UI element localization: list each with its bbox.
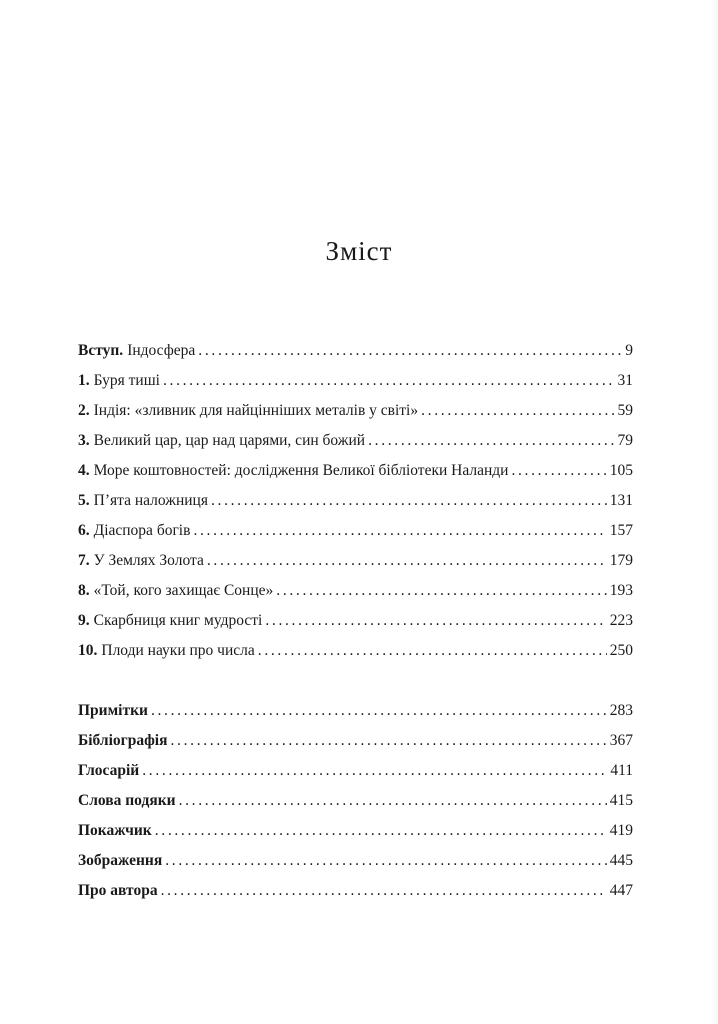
entry-title: Плоди науки про числа (101, 642, 255, 659)
entry-number: 10. (78, 642, 98, 659)
toc-entry (78, 639, 633, 669)
dot-leader (211, 489, 607, 513)
toc-entry (78, 519, 633, 549)
toc-entry (78, 459, 633, 489)
toc-entry (78, 399, 633, 429)
toc-entry (78, 369, 633, 399)
dot-leader (165, 849, 607, 873)
entry-title: «Той, кого захищає Сонце» (93, 582, 274, 599)
entry-page: 283 (609, 702, 633, 719)
entry-title: Примітки (78, 702, 148, 719)
entry-title: Великий цар, цар над царями, син божий (93, 432, 366, 449)
entry-page: 250 (609, 642, 633, 659)
toc-main-list (78, 339, 633, 669)
entry-title: Море коштовностей: дослідження Великої бібліотеки Наланди (93, 462, 509, 479)
dot-leader (368, 429, 614, 453)
entry-page: 193 (609, 582, 633, 599)
toc-entry (78, 429, 633, 459)
entry-title: П’ята наложниця (93, 492, 208, 509)
entry-page: 447 (609, 882, 633, 899)
entry-page: 79 (617, 432, 633, 449)
dot-leader (161, 879, 607, 903)
entry-page: 411 (610, 762, 633, 779)
entry-page: 223 (609, 612, 633, 629)
toc-entry (78, 699, 633, 729)
dot-leader (276, 579, 606, 603)
dot-leader (179, 789, 607, 813)
entry-title: Буря тиші (93, 372, 160, 389)
entry-title: Діаспора богів (93, 522, 191, 539)
dot-leader (265, 609, 606, 633)
entry-title: Бібліографія (78, 732, 168, 749)
toc-entry (78, 789, 633, 819)
toc-entry (78, 849, 633, 879)
dot-leader (258, 639, 607, 663)
entry-title: Слова подяки (78, 792, 176, 809)
entry-number: Вступ. (78, 342, 124, 359)
entry-number: 4. (78, 462, 90, 479)
dot-leader (163, 369, 615, 393)
entry-page: 9 (625, 342, 633, 359)
entry-title: Глосарій (78, 762, 140, 779)
entry-number: 3. (78, 432, 90, 449)
entry-title: Зображення (78, 852, 163, 869)
entry-title: Індосфера (127, 342, 196, 359)
entry-number: 6. (78, 522, 90, 539)
entry-number: 2. (78, 402, 90, 419)
toc-entry (78, 489, 633, 519)
toc-entry (78, 729, 633, 759)
entry-page: 31 (617, 372, 633, 389)
page-edge-shadow (712, 0, 718, 1024)
entry-title: Покажчик (78, 822, 152, 839)
toc-entry (78, 609, 633, 639)
entry-page: 419 (609, 822, 633, 839)
toc-entry (78, 759, 633, 789)
dot-leader (151, 699, 607, 723)
entry-title: У Землях Золота (93, 552, 204, 569)
entry-title: Скарбниця книг мудрості (93, 612, 263, 629)
entry-page: 59 (617, 402, 633, 419)
toc-back-matter-list (78, 699, 633, 909)
toc-entry (78, 549, 633, 579)
dot-leader (193, 519, 606, 543)
entry-number: 7. (78, 552, 90, 569)
entry-title: Про автора (78, 882, 158, 899)
entry-number: 5. (78, 492, 90, 509)
toc-entry (78, 879, 633, 909)
entry-page: 157 (609, 522, 633, 539)
entry-number: 1. (78, 372, 90, 389)
entry-number: 9. (78, 612, 90, 629)
toc-entry (78, 819, 633, 849)
entry-page: 445 (609, 852, 633, 869)
dot-leader (198, 339, 622, 363)
dot-leader (155, 819, 607, 843)
entry-page: 105 (609, 462, 633, 479)
entry-page: 415 (609, 792, 633, 809)
dot-leader (142, 759, 607, 783)
entry-page: 367 (609, 732, 633, 749)
page-title: Зміст (325, 236, 393, 266)
dot-leader (421, 399, 614, 423)
entry-page: 179 (609, 552, 633, 569)
toc-entry (78, 339, 633, 369)
toc-entry (78, 579, 633, 609)
entry-page: 131 (609, 492, 633, 509)
entry-title: Індія: «зливник для найцінніших металів у світі» (93, 402, 419, 419)
dot-leader (511, 459, 606, 483)
dot-leader (171, 729, 607, 753)
entry-number: 8. (78, 582, 90, 599)
dot-leader (207, 549, 607, 573)
